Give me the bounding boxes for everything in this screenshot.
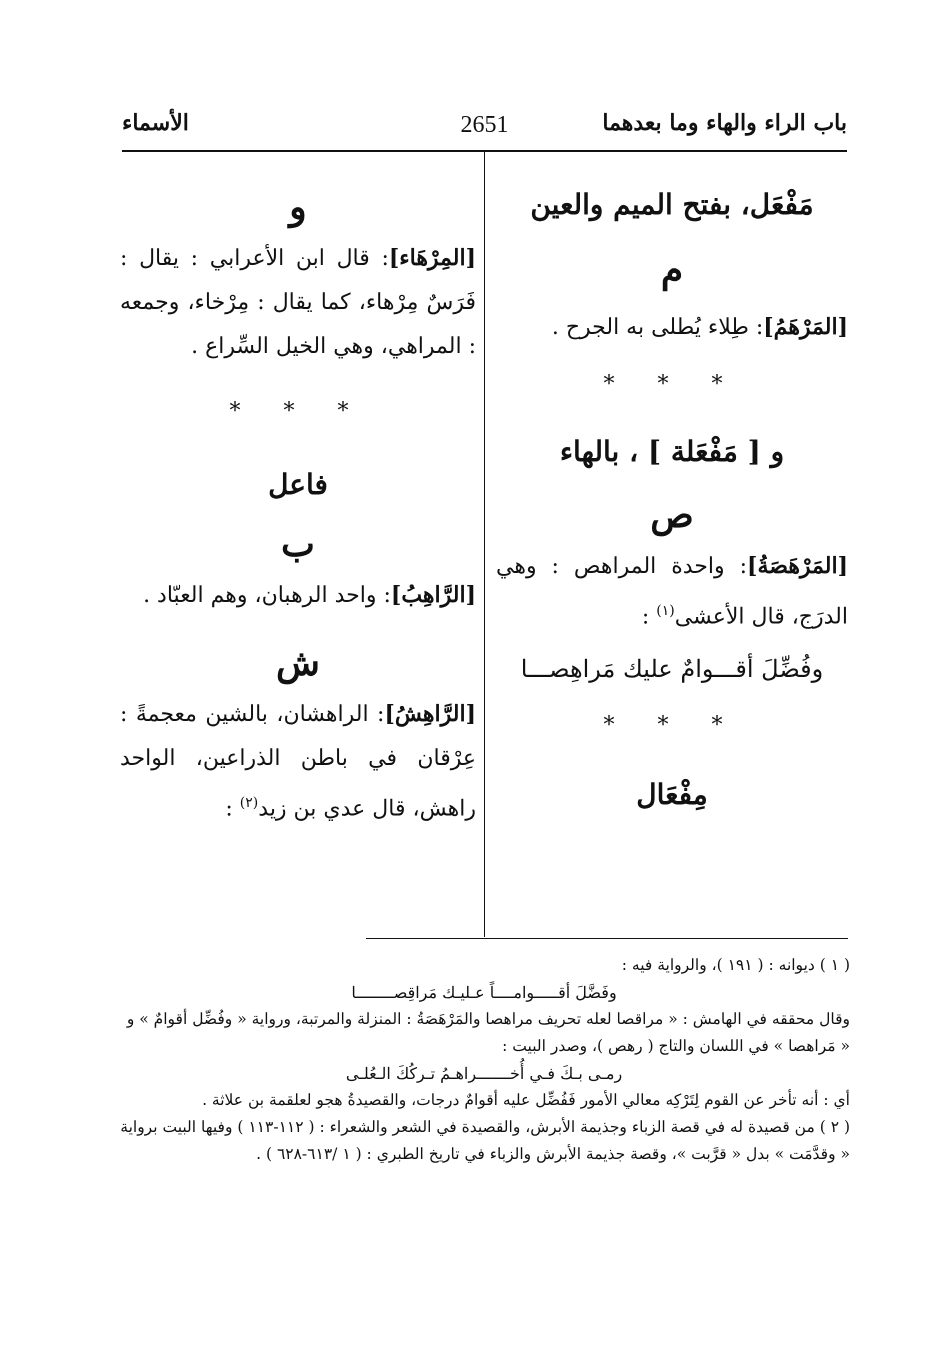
section-separator: * * * [229,399,367,424]
footnote-1-source: ( ١ ) ديوانه : ( ١٩١ )، والرواية فيه : [621,956,850,974]
entry-term: [المِرْهَاء] [388,245,476,271]
entry-marham [496,305,848,350]
footnote-1-note: وقال محققه في الهامش : « مراقصا لعله تحريف مراهصا والمَرْهَصَةُ : المنزلة والمرتبة، ورواية « وفُضِّل أقوامٌ » و [126,1010,850,1028]
chapter-title: باب الراء والهاء وما بعدهما [602,110,847,136]
root-letter: ص [650,494,694,536]
root-letter: ش [276,642,320,684]
footnote-1-verse-2: رمـى بـكَ فـي أُخـــــــراهـمُ تـركُكَ الـعُلـى [345,1064,623,1083]
section-title: الأسماء [122,110,189,136]
entry-term: [الرَّاهِشُ] [384,701,476,727]
entry-rahib [120,573,476,618]
footnote-1-note-cont: « مَراهصا » في اللسان والتاج ( رهص )، وصدر البيت : [502,1037,850,1055]
pattern-heading: مَفْعَل، بفتح الميم والعين [530,188,814,221]
footnote-1-verse: وفَضَّلَ أقـــــوامــــاً عـليـك مَراقِصــــــــا [351,983,617,1002]
entry-marhasa [496,544,848,639]
entry-term: [المَرْهَمُ] [763,314,848,340]
left-column [120,170,476,831]
pattern-heading: مِفْعَال [636,778,708,812]
pattern-heading: فاعل [268,468,328,501]
root-letter: م [660,249,684,291]
footnote-divider [366,938,848,939]
pattern-heading: و [ مَفْعَلة ] ، بالهاء [559,435,785,468]
column-divider [484,152,485,937]
poetry-verse: وفُضِّلَ أقـــوامٌ عليك مَراهِصـــا [520,655,824,684]
section-separator: * * * [603,713,741,739]
footnote-ref: (١) [656,603,675,619]
entry-definition: : واحد الرهبان، وهم العبّاد . [143,583,391,608]
section-separator: * * * [603,372,741,397]
entry-term: [الرَّاهِبُ] [390,582,476,608]
entry-definition: : الراهشان، بالشين معجمةً : عِرْقان في باطن الذراعين، الواحد راهش، قال عدي بن زيد [120,702,476,822]
entry-colon: : [641,604,657,630]
entry-mirha [120,236,476,369]
footnote-1-explanation: أي : أنه تأخر عن القوم لِتَرْكِه معالي الأمور فَفُضِّل عليه أقوامٌ درجات، والقصيدةُ هجو لعلقمة بن علاثة . [202,1091,850,1109]
entry-rahish [120,692,476,831]
entry-definition: : قال ابن الأعرابي : يقال : فَرَسٌ مِرْهاء، كما يقال : مِرْخاء، وجمعه : المراهي، وهي الخيل السِّراع . [120,246,476,359]
footnote-ref: (٢) [239,795,259,811]
entry-colon: : [225,796,240,822]
page-number: 2651 [460,112,509,138]
footnote-2-source-cont: « وقدَّمَت » بدل « قرَّبت »، وقصة جذيمة الأبرش والزباء في تاريخ الطبري : ( ١ /٦١٣-٦٢٨ ) . [256,1145,850,1163]
footnote-2-source: ( ٢ ) من قصيدة له في قصة الزباء وجذيمة الأبرش، والقصيدة في الشعر والشعراء : ( ١١٢-١١٣ ) وفيها البيت برواية [120,1118,850,1136]
root-letter: و [289,186,307,228]
right-column [496,170,848,811]
entry-term: [المَرْهَصَةُ] [747,553,848,579]
entry-definition: : واحدة المراهص : وهي الدرَج، قال الأعشى [496,554,848,630]
root-letter: ب [281,523,315,565]
entry-definition: : طِلاء يُطلى به الجرح . [551,315,764,340]
footnotes [118,952,850,1168]
page-header [122,104,847,152]
